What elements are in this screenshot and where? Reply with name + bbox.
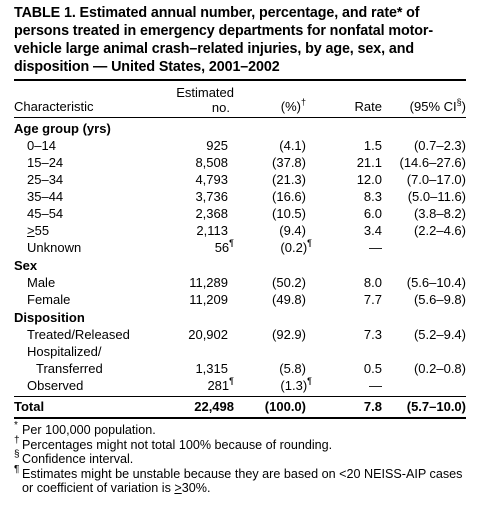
row-percent [234,205,314,222]
row-ci: (14.6–27.6) [399,155,466,170]
row-number-value: 11,209 [189,292,228,307]
row-number [164,291,234,308]
row-rate: — [369,378,382,393]
row-percent [234,154,314,171]
header-estimated-line1: Estimated [176,85,234,100]
footnote-rate [14,420,466,438]
footnote-rounding [14,434,466,453]
row-label [14,222,164,239]
section-row-disposition [14,308,466,326]
table-row [14,274,466,291]
table-title: TABLE 1. Estimated annual number, percentage, and rate* of persons treated in emergency departments for nonfatal motor-vehicle large animal crash–related injuries, by age, sex, and disposition — United States, 2001–2002 [14,5,434,75]
total-ci: (5.7–10.0) [406,399,466,414]
section-label-age: Age group (yrs) [14,120,111,136]
header-rule [14,117,466,118]
footnote-text: Percentages might not total 100% because of rounding. [22,437,333,452]
table-row [14,188,466,205]
row-label: 35–44 [27,189,64,204]
header-ci [382,81,466,115]
row-ci: (5.6–10.4) [406,275,466,290]
row-label: Hospitalized/ [27,344,102,359]
row-number-value: 11,289 [189,275,228,290]
row-percent [234,188,314,205]
footnote-mark: § [14,449,20,460]
row-number-value: 20,902 [188,327,228,342]
row-label: Observed [27,378,84,393]
row-rate: 3.4 [363,223,382,238]
row-label-text: 55 [34,223,50,238]
row-ci: (3.8–8.2) [413,206,466,221]
section-row-sex [14,256,466,274]
footnote-text: Confidence interval. [22,452,134,466]
footnotes [14,420,466,496]
row-ci: (7.0–17.0) [406,172,466,187]
row-label: 45–54 [27,206,64,221]
footnote-text: Per 100,000 population. [22,423,156,437]
header-characteristic: Characteristic [14,99,94,114]
row-percent [234,239,314,256]
row-percent-value: (16.6) [272,189,306,204]
row-number-value: 1,315 [195,361,228,376]
row-rate: 7.3 [363,327,382,342]
table-row [14,326,466,343]
row-percent [234,137,314,154]
row-rate: 8.0 [363,275,382,290]
total-row [14,398,466,415]
row-label: 0–14 [27,138,56,153]
row-number [164,205,234,222]
row-rate: 21.1 [356,155,382,170]
age-rows [14,137,466,256]
row-number [164,377,234,394]
table-row [14,205,466,222]
row-number-value: 2,113 [196,223,228,238]
row-ci [382,377,466,394]
row-label-prefix: > [27,223,35,238]
table-document [14,4,466,496]
row-number-value: 56 [214,240,230,255]
header-estimated-line2: no. [211,100,230,115]
row-percent-value: (49.8) [272,292,306,307]
row-number [164,137,234,154]
table-row [14,360,466,377]
header-pct [234,81,314,115]
row-percent [234,274,314,291]
row-percent-value: (21.3) [272,172,306,187]
row-label: 15–24 [27,155,64,170]
header-pct-mark: † [300,97,306,107]
row-number-value: 281 [207,378,230,393]
footnote-text-underline: > [174,481,182,495]
row-percent [234,291,314,308]
row-rate: 8.3 [363,189,382,204]
total-label: Total [14,399,45,414]
table-row [14,239,466,256]
row-ci: (5.0–11.6) [407,189,466,204]
header-row [14,81,466,115]
row-percent [234,326,314,343]
row-label: Female [27,292,71,307]
row-number [164,171,234,188]
total-no: 22,498 [194,399,234,414]
row-number [164,274,234,291]
row-percent-value: (10.5) [272,206,306,221]
row-label: Male [27,275,56,290]
sex-rows [14,274,466,308]
table-row [14,137,466,154]
header-ci-close: ) [461,99,466,114]
footnote-mark: * [14,420,18,431]
row-percent [234,171,314,188]
total-pct: (100.0) [264,399,306,414]
row-percent [234,360,314,377]
section-label-sex: Sex [14,257,38,273]
row-number-mark: ¶ [229,376,234,386]
table-row [14,222,466,239]
table-row [14,291,466,308]
row-percent-mark: ¶ [307,376,312,386]
footnote-text: Estimates might be unstable because they are based on <20 NEISS-AIP cases or coefficient of variation is [22,466,463,495]
row-percent [234,377,314,394]
row-number-value: 4,793 [195,172,228,187]
row-ci [382,239,466,256]
row-number [164,360,234,377]
row-ci: (0.7–2.3) [413,138,466,153]
row-percent-value: (37.8) [272,155,306,170]
footnote-mark: ¶ [14,463,20,475]
row-number-value: 3,736 [195,189,228,204]
row-rate: 6.0 [363,206,382,221]
table-row [14,154,466,171]
footnote-text-end: 30%. [181,481,211,495]
row-percent [234,222,314,239]
row-rate: 12.0 [356,172,382,187]
row-percent-value: (1.3) [280,378,308,393]
header-estimated [164,81,234,115]
row-number-value: 8,508 [195,155,228,170]
row-ci: (0.2–0.8) [413,361,466,376]
header-ci-label: (95% CI [409,99,457,114]
row-ci: (5.2–9.4) [413,327,466,342]
row-rate: 1.5 [363,138,382,153]
disposition-rows [14,326,466,394]
row-label: Transferred [36,361,103,376]
row-ci: (5.6–9.8) [413,292,466,307]
row-label: 25–34 [27,172,64,187]
row-ci: (2.2–4.6) [413,223,466,238]
footnote-ci [14,449,466,467]
row-number [164,326,234,343]
row-percent-value: (4.1) [279,138,306,153]
row-number-value: 2,368 [195,206,228,221]
row-number [164,188,234,205]
header-pct-label: (%) [280,99,301,114]
row-percent-value: (0.2) [280,240,308,255]
total-rule [14,396,466,397]
row-label: Treated/Released [27,327,130,342]
table-row [14,377,466,394]
row-number-mark: ¶ [229,238,234,248]
row-number [164,222,234,239]
row-number-value: 925 [206,138,228,153]
row-rate: — [369,240,382,255]
table-row [14,171,466,188]
total-rate: 7.8 [363,399,382,414]
row-percent-mark: ¶ [307,238,312,248]
row-percent-value: (9.4) [279,223,306,238]
data-table [14,81,466,419]
header-ci-mark: § [456,97,462,107]
row-rate: 0.5 [363,361,382,376]
table-row [14,343,466,360]
header-rate: Rate [354,99,382,114]
row-number [164,239,234,256]
row-label: Unknown [27,240,82,255]
bottom-rule [14,417,466,419]
footnote-mark: † [14,434,20,446]
row-percent-value: (50.2) [272,275,306,290]
row-percent-value: (92.9) [272,327,306,342]
section-label-disposition: Disposition [14,309,85,325]
footnote-unstable [14,463,466,496]
section-row-age [14,119,466,137]
row-number [164,154,234,171]
row-rate: 7.7 [363,292,382,307]
row-percent-value: (5.8) [279,361,306,376]
